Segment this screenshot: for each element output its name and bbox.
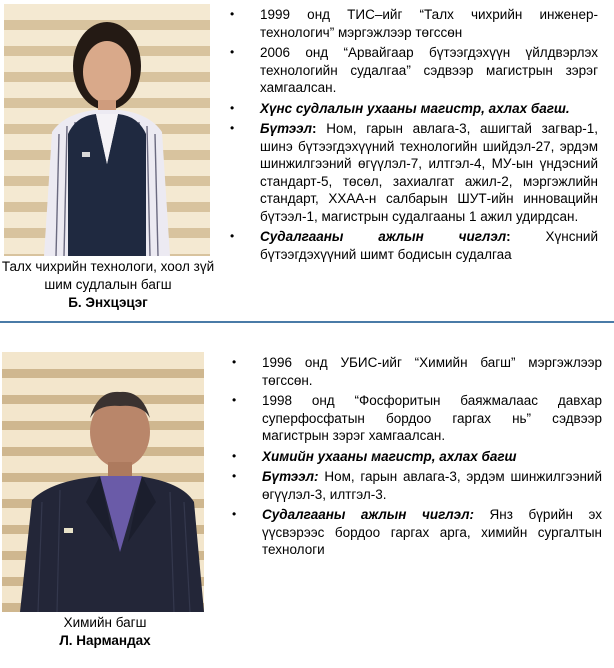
caption-title: Химийн багш [63, 615, 147, 630]
list-item: • 1998 онд “Фосфоритын баяжмалаас давхар суперфосфатын бордоо гаргах нь” сэдвээр магистрын зэрэг хамгаалсан. [232, 393, 602, 443]
fact-list [230, 354, 602, 562]
bullet-icon: • [232, 448, 237, 463]
bullet-icon: • [230, 100, 235, 115]
list-item [230, 448, 602, 466]
fact-lead: Бүтээл: [262, 469, 319, 484]
teacher-photo [2, 352, 204, 612]
teacher-name: Б. Энхцэцэг [68, 295, 148, 310]
photo-caption [0, 614, 210, 650]
teacher-name: Л. Нармандах [59, 633, 151, 648]
fact-lead: Бүтээл [260, 121, 313, 136]
list-item: • Судалгааны ажлын чиглэл: Янз бүрийн эх үүсвэрээс бордоо гаргах арга, химийн сургалтын технологи [232, 507, 602, 557]
list-item [228, 100, 598, 118]
teacher-profile-2 [0, 324, 614, 668]
list-item: • 1996 онд УБИС-ийг “Химийн багш” мэргэжлээр төгссөн. [232, 355, 602, 388]
bullet-icon: • [232, 393, 237, 407]
teacher-profile-1 [0, 0, 614, 322]
list-item: • 1999 онд ТИС–ийг “Талх чихрийн инженер-технологич” мэргэжлээр төгссөн [230, 7, 598, 40]
bullet-icon: • [230, 45, 235, 59]
section-divider [0, 321, 614, 323]
fact-list [228, 6, 598, 266]
caption-title: Талх чихрийн технологи, хоол зүй шим судлалын багш [1, 259, 215, 292]
fact-lead: Судалгааны ажлын чиглэл [260, 229, 507, 244]
degree-title: Хүнс судлалын ухааны магистр, ахлах багш. [260, 100, 570, 116]
bullet-icon: • [230, 121, 235, 135]
list-item: • Бүтээл: Ном, гарын авлага-3, ашигтай загвар-1, шинэ бүтээгдэхүүний технологийн шийдэл-27, эрдэм шинжилгээний өгүүлэл-7, илтгэл-4, МУ-ын үндэсний стандарт-5, төсөл, захиалгат ажил-2, мэргэжлийн стандарт, ХХАА-н салбарын ШУТ-ийн инновацийн бүтээл-1, магистрын судалгааны 1 ажил удирдсан. [230, 121, 598, 224]
photo-caption [0, 258, 216, 312]
teacher-photo [4, 4, 210, 256]
bullet-icon: • [232, 355, 237, 369]
list-item: • Судалгааны ажлын чиглэл: Хүнсний бүтээгдэхүүний шимт бодисын судалгаа [230, 229, 599, 262]
bullet-icon: • [232, 507, 237, 521]
bullet-icon: • [232, 469, 237, 483]
degree-title: Химийн ухааны магистр, ахлах багш [262, 448, 517, 464]
list-item: • 2006 онд “Арвайгаар бүтээгдэхүүн үйлдвэрлэх технологийн судалгаа” сэдвээр магистрын зэрэг хамгаалсан. [230, 45, 598, 95]
list-item: • Бүтээл: Ном, гарын авлага-3, эрдэм шинжилгээний өгүүлэл-3, илтгэл-3. [232, 469, 602, 502]
fact-lead: Судалгааны ажлын чиглэл: [262, 507, 475, 522]
bullet-icon: • [230, 7, 235, 21]
bullet-icon: • [230, 229, 235, 243]
